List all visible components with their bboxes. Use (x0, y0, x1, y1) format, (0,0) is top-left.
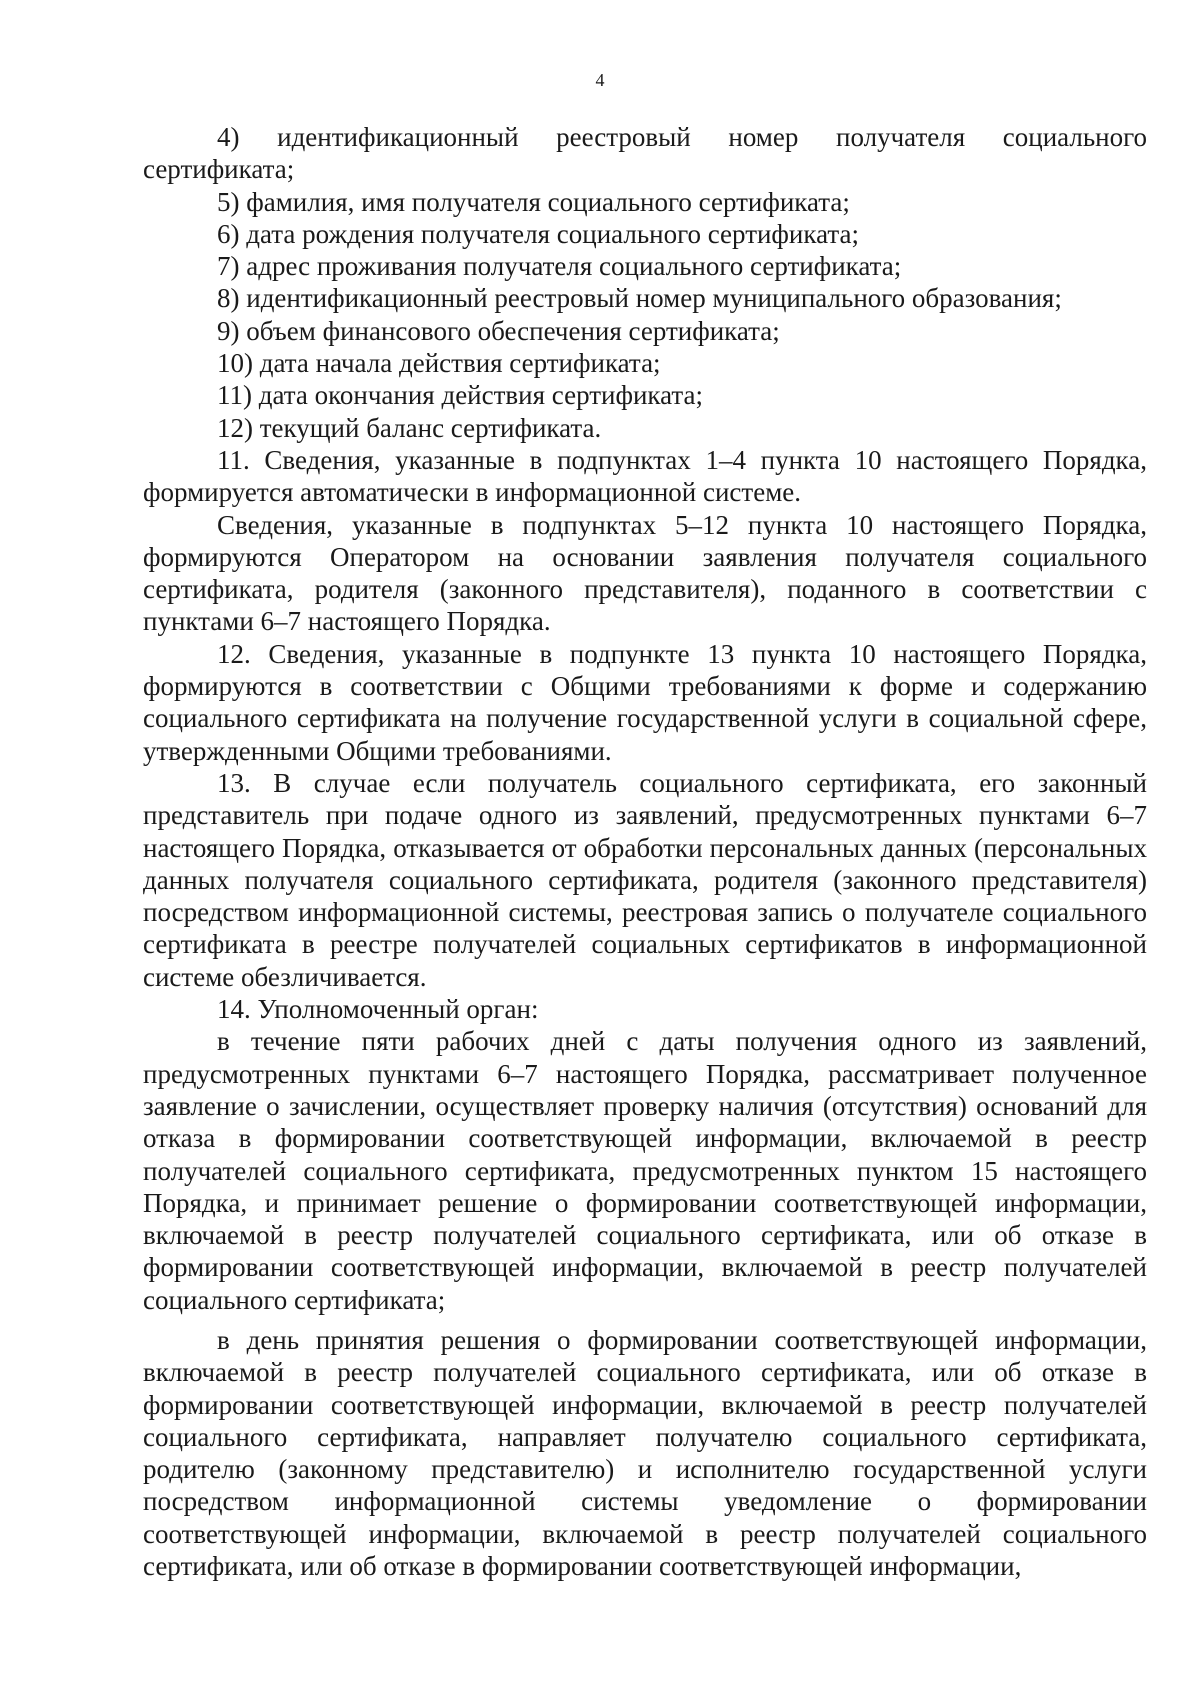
paragraph-clause-12: 12. Сведения, указанные в подпункте 13 пункта 10 настоящего Порядка, формируются в соответствии с Общими требованиями к форме и содержанию социального сертификата на получение государственной услуги в социальной сфере, утвержденными Общими требованиями. (143, 638, 1147, 766)
page-number: 4 (595, 70, 605, 90)
paragraph-clause-14: 14. Уполномоченный орган: (217, 994, 539, 1025)
paragraph-clause-14-review: в течение пяти рабочих дней с даты получения одного из заявлений, предусмотренных пунктами 6–7 настоящего Порядка, рассматривает полученное заявление о зачислении, осуществляет проверку наличия (отсутствия) оснований для отказа в формировании соответствующей информации, включаемой в реестр получателей социального сертификата, предусмотренных пунктом 15 настоящего Порядка, и принимает решение о формировании соответствующей информации, включаемой в реестр получателей социального сертификата, или об отказе в формировании соответствующей информации, включаемой в реестр получателей социального сертификата; (143, 1026, 1147, 1315)
paragraph-item-9: 9) объем финансового обеспечения сертификата; (217, 315, 780, 346)
paragraph-item-10: 10) дата начала действия сертификата; (217, 348, 661, 379)
paragraph-clause-11: 11. Сведения, указанные в подпунктах 1–4 пункта 10 настоящего Порядка, формируется автоматически в информационной системе. (143, 444, 1147, 508)
paragraph-item-7: 7) адрес проживания получателя социального сертификата; (217, 251, 902, 282)
paragraph-item-12: 12) текущий баланс сертификата. (217, 412, 602, 443)
paragraph-clause-14-notice: в день принятия решения о формировании соответствующей информации, включаемой в реестр получателей социального сертификата, или об отказе в формировании соответствующей информации, включаемой в реестр получателей социального сертификата, направляет получателю социального сертификата, родителю (законному представителю) и исполнителю государственной услуги посредством информационной системы уведомление о формировании соответствующей информации, включаемой в реестр получателей социального сертификата, или об отказе в формировании соответствующей информации, (143, 1324, 1147, 1582)
paragraph-item-5: 5) фамилия, имя получателя социального сертификата; (217, 186, 850, 217)
paragraph-clause-13: 13. В случае если получатель социального сертификата, его законный представитель при подаче одного из заявлений, предусмотренных пунктами 6–7 настоящего Порядка, отказывается от обработки персональных данных (персональных данных получателя социального сертификата, родителя (законного представителя) посредством информационной системы, реестровая запись о получателе социального сертификата в реестре получателей социальных сертификатов в информационной системе обезличивается. (143, 767, 1147, 992)
paragraph-item-11: 11) дата окончания действия сертификата; (217, 380, 704, 411)
paragraph-clause-11-continued: Сведения, указанные в подпунктах 5–12 пункта 10 настоящего Порядка, формируются Оператором на основании заявления получателя социального сертификата, родителя (законного представителя), поданного в соответствии с пунктами 6–7 настоящего Порядка. (143, 509, 1147, 637)
paragraph-item-6: 6) дата рождения получателя социального сертификата; (217, 218, 859, 249)
document-body (143, 121, 1147, 1582)
paragraph-item-8: 8) идентификационный реестровый номер муниципального образования; (217, 283, 1062, 314)
paragraph-item-4: 4) идентификационный реестровый номер получателя социального сертификата; (143, 122, 1147, 185)
